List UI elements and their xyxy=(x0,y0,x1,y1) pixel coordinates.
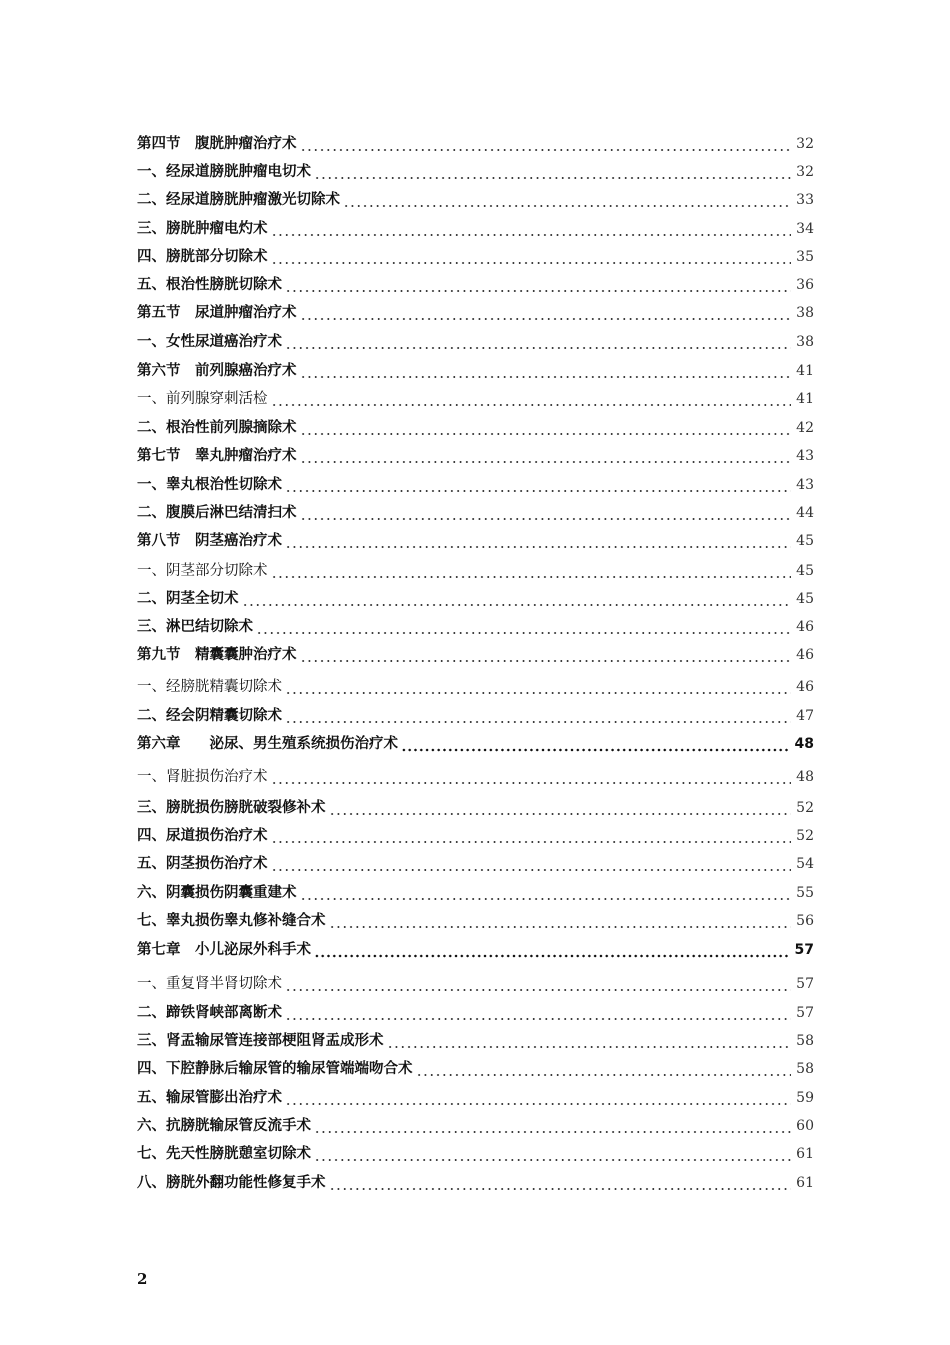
toc-entry-page: 45 xyxy=(796,533,814,549)
dot-leader xyxy=(314,1143,791,1165)
toc-entry[interactable] xyxy=(137,302,814,324)
toc-entry-title: 第五节 尿道肿瘤治疗术 xyxy=(137,305,297,321)
toc-entry-title: 二、阴茎全切术 xyxy=(137,591,239,607)
dot-leader xyxy=(285,1002,791,1024)
dot-leader xyxy=(300,360,792,382)
toc-entry[interactable] xyxy=(137,388,814,410)
toc-entry[interactable] xyxy=(137,331,814,353)
toc-entry-title: 一、前列腺穿刺活检 xyxy=(137,391,268,407)
toc-entry[interactable] xyxy=(137,360,814,382)
dot-leader xyxy=(285,274,791,296)
dot-leader xyxy=(271,825,792,847)
toc-entry[interactable] xyxy=(137,676,814,698)
toc-entry-page: 36 xyxy=(796,277,814,293)
toc-entry-page: 52 xyxy=(796,828,814,844)
dot-leader xyxy=(271,218,792,240)
toc-entry-page: 54 xyxy=(796,856,814,872)
toc-entry-title: 五、阴茎损伤治疗术 xyxy=(137,856,268,872)
toc-entry-title: 七、睾丸损伤睾丸修补缝合术 xyxy=(137,913,326,929)
toc-entry-title: 一、肾脏损伤治疗术 xyxy=(137,769,268,785)
toc-entry-title: 五、输尿管膨出治疗术 xyxy=(137,1090,282,1106)
toc-entry-page: 46 xyxy=(796,619,814,635)
toc-entry-page: 58 xyxy=(796,1061,814,1077)
toc-entry[interactable] xyxy=(137,189,814,211)
dot-leader xyxy=(300,302,792,324)
toc-entry[interactable] xyxy=(137,1030,814,1052)
toc-entry-title: 四、膀胱部分切除术 xyxy=(137,249,268,265)
toc-entry[interactable] xyxy=(137,530,814,552)
toc-entry-page: 46 xyxy=(796,647,814,663)
dot-leader xyxy=(285,676,791,698)
toc-entry[interactable] xyxy=(137,1058,814,1080)
toc-entry-page: 32 xyxy=(796,164,814,180)
dot-leader xyxy=(329,910,792,932)
dot-leader xyxy=(300,445,792,467)
toc-entry[interactable] xyxy=(137,474,814,496)
toc-entry-title: 二、经尿道膀胱肿瘤激光切除术 xyxy=(137,192,340,208)
dot-leader xyxy=(285,973,791,995)
dot-leader xyxy=(271,560,792,582)
toc-entry-page: 42 xyxy=(796,420,814,436)
toc-entry-page: 57 xyxy=(796,1005,814,1021)
toc-entry-page: 43 xyxy=(796,448,814,464)
dot-leader xyxy=(271,766,792,788)
toc-entry[interactable] xyxy=(137,1002,814,1024)
toc-entry-title: 第六章 泌尿、男生殖系统损伤治疗术 xyxy=(137,736,398,752)
dot-leader xyxy=(285,530,791,552)
toc-entry-page: 47 xyxy=(796,708,814,724)
toc-entry-title: 二、腹膜后淋巴结清扫术 xyxy=(137,505,297,521)
toc-entry-title: 二、经会阴精囊切除术 xyxy=(137,708,282,724)
toc-entry-title: 一、重复肾半肾切除术 xyxy=(137,976,282,992)
toc-entry-page: 57 xyxy=(796,976,814,992)
toc-entry-title: 第八节 阴茎癌治疗术 xyxy=(137,533,282,549)
toc-entry-title: 三、膀胱损伤膀胱破裂修补术 xyxy=(137,800,326,816)
dot-leader xyxy=(271,246,792,268)
toc-entry-page: 41 xyxy=(796,363,814,379)
toc-entry-title: 五、根治性膀胱切除术 xyxy=(137,277,282,293)
toc-entry-title: 二、根治性前列腺摘除术 xyxy=(137,420,297,436)
dot-leader xyxy=(329,1172,792,1194)
toc-entry[interactable] xyxy=(137,705,814,727)
toc-entry-page: 55 xyxy=(796,885,814,901)
dot-leader xyxy=(285,474,791,496)
toc-entry-title: 八、膀胱外翻功能性修复手术 xyxy=(137,1175,326,1191)
toc-entry[interactable] xyxy=(137,853,814,875)
toc-entry[interactable] xyxy=(137,616,814,638)
toc-entry-title: 一、女性尿道癌治疗术 xyxy=(137,334,282,350)
toc-entry[interactable] xyxy=(137,588,814,610)
toc-entry[interactable] xyxy=(137,910,814,932)
toc-entry[interactable] xyxy=(137,560,814,582)
toc-entry-page: 43 xyxy=(796,477,814,493)
toc-entry[interactable] xyxy=(137,246,814,268)
toc-entry-title: 第七章 小儿泌尿外科手术 xyxy=(137,942,311,958)
dot-leader xyxy=(387,1030,792,1052)
dot-leader xyxy=(300,882,792,904)
toc-entry-title: 三、膀胱肿瘤电灼术 xyxy=(137,221,268,237)
toc-entry[interactable] xyxy=(137,1143,814,1165)
toc-entry-page: 45 xyxy=(796,591,814,607)
dot-leader xyxy=(329,797,792,819)
toc-entry[interactable] xyxy=(137,1172,814,1194)
toc-entry-page: 48 xyxy=(796,769,814,785)
page-number: 2 xyxy=(137,1270,148,1288)
toc-entry-title: 第六节 前列腺癌治疗术 xyxy=(137,363,297,379)
toc-entry-page: 48 xyxy=(794,736,814,752)
dot-leader xyxy=(271,853,792,875)
toc-entry-page: 58 xyxy=(796,1033,814,1049)
toc-entry-title: 第七节 睾丸肿瘤治疗术 xyxy=(137,448,297,464)
toc-entry-page: 41 xyxy=(796,391,814,407)
toc-entry[interactable] xyxy=(137,502,814,524)
toc-entry-page: 45 xyxy=(796,563,814,579)
toc-entry-page: 46 xyxy=(796,679,814,695)
toc-entry-title: 一、阴茎部分切除术 xyxy=(137,563,268,579)
toc-entry-title: 二、蹄铁肾峡部离断术 xyxy=(137,1005,282,1021)
dot-leader xyxy=(256,616,791,638)
dot-leader xyxy=(401,733,790,755)
toc-entry-title: 六、阴囊损伤阴囊重建术 xyxy=(137,885,297,901)
dot-leader xyxy=(242,588,792,610)
toc-entry[interactable] xyxy=(137,766,814,788)
toc-entry-page: 56 xyxy=(796,913,814,929)
dot-leader xyxy=(314,939,790,961)
dot-leader xyxy=(300,133,792,155)
toc-entry-page: 61 xyxy=(796,1175,814,1191)
toc-entry[interactable] xyxy=(137,797,814,819)
toc-entry[interactable] xyxy=(137,825,814,847)
toc-entry[interactable] xyxy=(137,274,814,296)
toc-entry-title: 一、经尿道膀胱肿瘤电切术 xyxy=(137,164,311,180)
toc-entry[interactable] xyxy=(137,644,814,666)
toc-chapter-entry[interactable] xyxy=(137,733,814,755)
toc-entry[interactable] xyxy=(137,1115,814,1137)
toc-entry-title: 三、肾盂输尿管连接部梗阻肾盂成形术 xyxy=(137,1033,384,1049)
dot-leader xyxy=(271,388,792,410)
toc-entry[interactable] xyxy=(137,218,814,240)
toc-entry-page: 52 xyxy=(796,800,814,816)
dot-leader xyxy=(300,502,792,524)
toc-entry-page: 32 xyxy=(796,136,814,152)
toc-entry-page: 44 xyxy=(796,505,814,521)
toc-entry-title: 四、尿道损伤治疗术 xyxy=(137,828,268,844)
toc-entry-title: 七、先天性膀胱憩室切除术 xyxy=(137,1146,311,1162)
dot-leader xyxy=(416,1058,792,1080)
toc-entry-page: 34 xyxy=(796,221,814,237)
toc-entry[interactable] xyxy=(137,133,814,155)
toc-entry-title: 第九节 精囊囊肿治疗术 xyxy=(137,647,297,663)
dot-leader xyxy=(314,1115,791,1137)
toc-entry-title: 四、下腔静脉后输尿管的输尿管端端吻合术 xyxy=(137,1061,413,1077)
toc-entry-page: 59 xyxy=(796,1090,814,1106)
toc-entry-title: 一、经膀胱精囊切除术 xyxy=(137,679,282,695)
dot-leader xyxy=(285,705,791,727)
toc-entry-page: 35 xyxy=(796,249,814,265)
dot-leader xyxy=(300,644,792,666)
toc-entry[interactable] xyxy=(137,445,814,467)
dot-leader xyxy=(285,331,791,353)
dot-leader xyxy=(285,1087,791,1109)
toc-entry[interactable] xyxy=(137,1087,814,1109)
toc-entry-page: 38 xyxy=(796,305,814,321)
toc-entry-title: 一、睾丸根治性切除术 xyxy=(137,477,282,493)
dot-leader xyxy=(343,189,791,211)
dot-leader xyxy=(314,161,791,183)
toc-entry[interactable] xyxy=(137,882,814,904)
toc-entry-title: 第四节 腹胱肿瘤治疗术 xyxy=(137,136,297,152)
toc-entry-title: 六、抗膀胱输尿管反流手术 xyxy=(137,1118,311,1134)
toc-entry-page: 38 xyxy=(796,334,814,350)
toc-entry-page: 61 xyxy=(796,1146,814,1162)
toc-entry[interactable] xyxy=(137,417,814,439)
toc-entry-page: 57 xyxy=(794,942,814,958)
toc-entry-page: 33 xyxy=(796,192,814,208)
dot-leader xyxy=(300,417,792,439)
toc-entry-title: 三、淋巴结切除术 xyxy=(137,619,253,635)
toc-entry-page: 60 xyxy=(796,1118,814,1134)
toc-chapter-entry[interactable] xyxy=(137,939,814,961)
toc-entry[interactable] xyxy=(137,973,814,995)
toc-entry[interactable] xyxy=(137,161,814,183)
